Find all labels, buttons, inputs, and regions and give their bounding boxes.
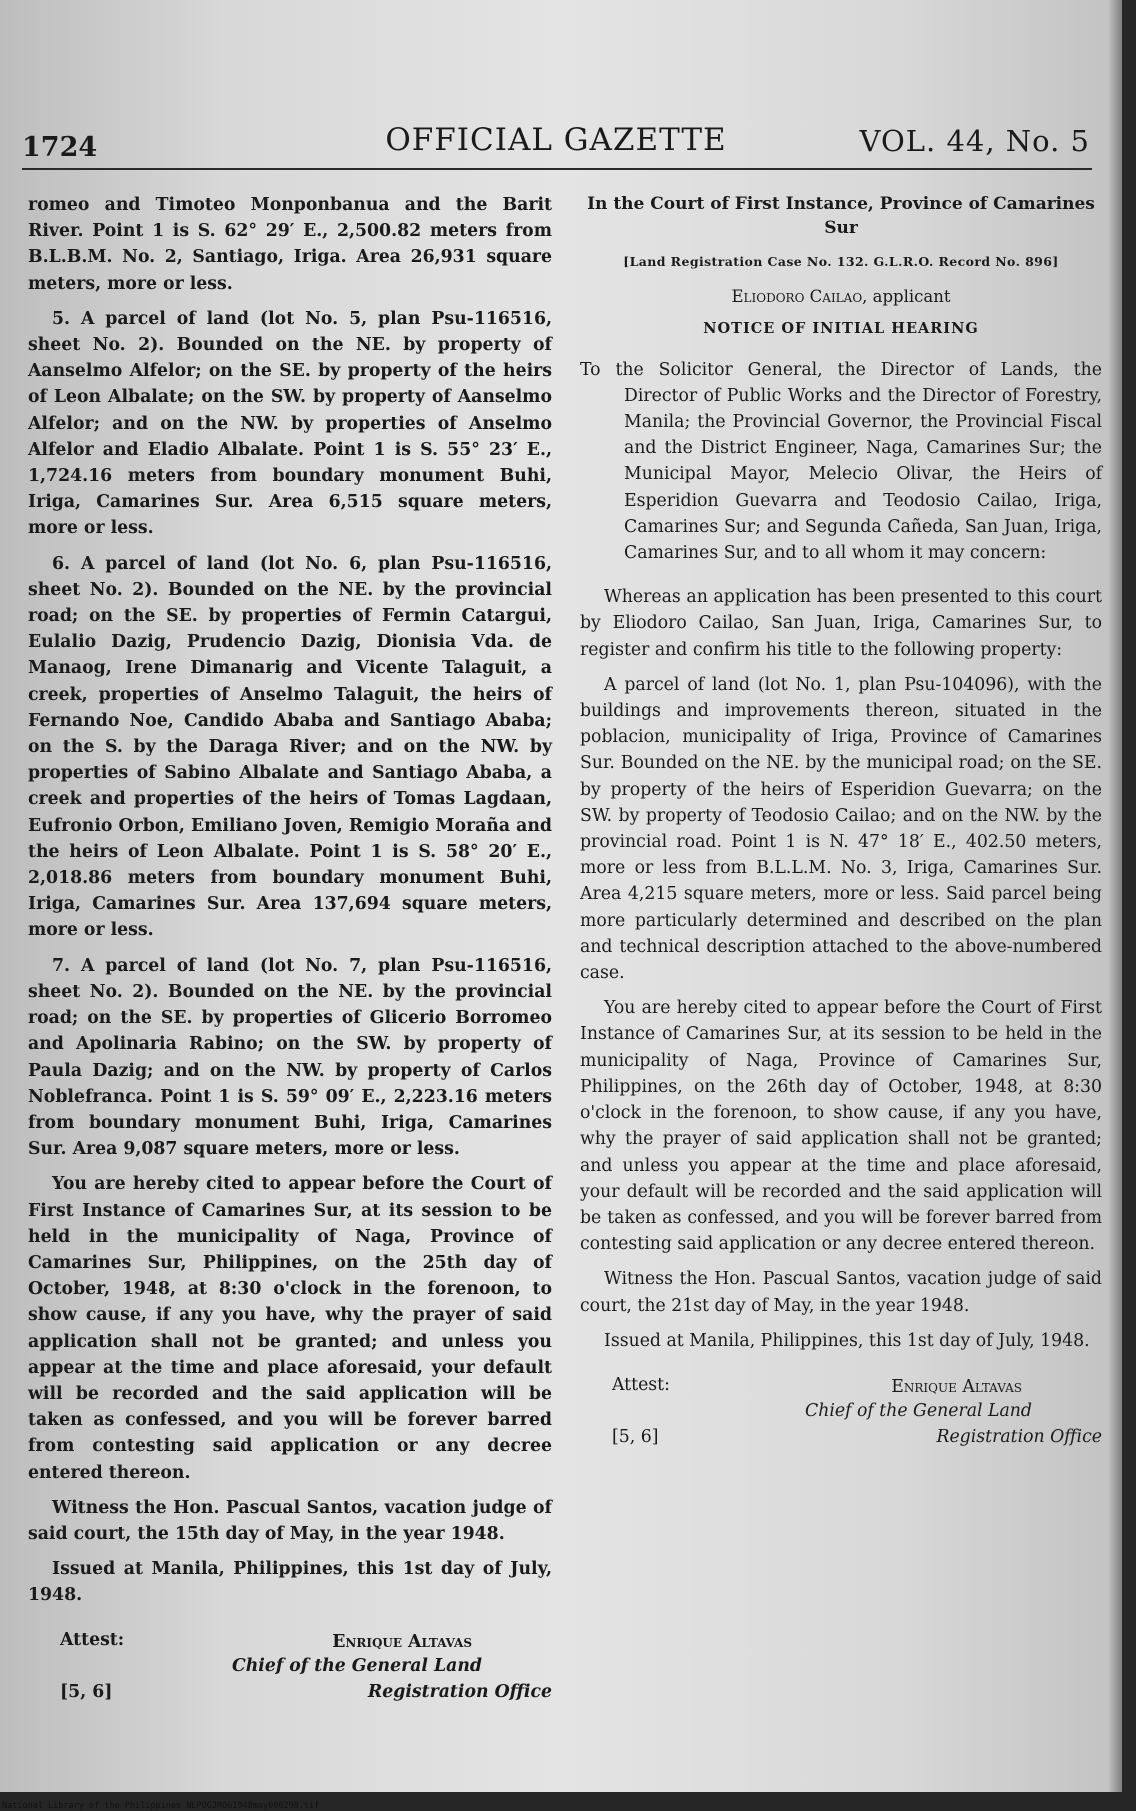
right-column bbox=[580, 192, 1102, 1458]
signer-title-line-1: Chief of the General Land bbox=[804, 1400, 1032, 1421]
parcel-7-paragraph: 7. A parcel of land (lot No. 7, plan Psu-116516, sheet No. 2). Bounded on the NE. by the provincial road; on the SE. by properties of Glicerio Borromeo and Apolinaria Rabino; on the SW. by property of Paula Dazig; and on the NW. by property of Carlos Noblefranca. Point 1 is S. 59° 09′ E., 2,223.16 meters from boundary monument Buhi, Iriga, Camarines Sur. Area 9,087 square meters, more or less. bbox=[28, 955, 552, 1160]
signer-title-line-1: Chief of the General Land bbox=[231, 1655, 482, 1676]
applicant-name: Eliodoro Cailao bbox=[731, 287, 863, 307]
scan-footer: National Library of the Philippines NLPOGJROG1948may000298.tif bbox=[2, 1801, 320, 1811]
left-column bbox=[28, 192, 552, 1713]
court-heading: In the Court of First Instance, Province of Camarines Sur bbox=[587, 194, 1095, 238]
header-rule bbox=[22, 168, 1092, 170]
issued-paragraph: Issued at Manila, Philippines, this 1st day of July, 1948. bbox=[604, 1330, 1090, 1351]
issue-reference: [5, 6] bbox=[612, 1426, 659, 1447]
case-reference: [Land Registration Case No. 132. G.L.R.O. Record No. 896] bbox=[623, 254, 1059, 269]
issue-reference: [5, 6] bbox=[60, 1681, 113, 1702]
continued-parcel-paragraph: romeo and Timoteo Monponbanua and the Barit River. Point 1 is S. 62° 29′ E., 2,500.82 meters from B.L.B.M. No. 2, Santiago, Iriga. Area 26,931 square meters, more or less. bbox=[28, 195, 552, 294]
applicant-line bbox=[580, 284, 1102, 310]
parcel-5-paragraph: 5. A parcel of land (lot No. 5, plan Psu-116516, sheet No. 2). Bounded on the NE. by property of Aanselmo Alfelor; on the SE. by property of the heirs of Leon Albalate; on the SW. by property of Aanselmo Alfelor; and on the NW. by properties of Anselmo Alfelor and Eladio Albalate. Point 1 is S. 55° 23′ E., 1,724.16 meters from boundary monument Buhi, Iriga, Camarines Sur. Area 6,515 square meters, more or less. bbox=[28, 308, 552, 539]
signature-block bbox=[580, 1372, 1102, 1458]
volume-number: VOL. 44, No. 5 bbox=[859, 124, 1090, 158]
citation-paragraph: You are hereby cited to appear before the Court of First Instance of Camarines Sur, at its session to be held in the municipality of Naga, Province of Camarines Sur, Philippines, on the 26th day of October, 1948, at 8:30 o'clock in the forenoon, to show cause, if any you have, why the prayer of said application shall not be granted; and unless you appear at the time and place aforesaid, your default will be recorded and the said application will be taken as confessed, and you will be forever barred from contesting said application or any decree entered thereon. bbox=[580, 998, 1102, 1255]
publication-title: OFFICIAL GAZETTE bbox=[385, 122, 727, 158]
page-header bbox=[22, 118, 1090, 166]
signer-title-line-2: Registration Office bbox=[367, 1681, 552, 1702]
witness-paragraph: Witness the Hon. Pascual Santos, vacation judge of said court, the 15th day of May, in the year 1948. bbox=[28, 1497, 552, 1544]
whereas-paragraph: Whereas an application has been presented to this court by Eliodoro Cailao, San Juan, Iriga, Camarines Sur, to register and confirm his title to the following property: bbox=[580, 587, 1102, 660]
parcel-paragraph: A parcel of land (lot No. 1, plan Psu-104096), with the buildings and improvements thereon, situated in the poblacion, municipality of Iriga, Province of Camarines Sur. Bounded on the NE. by the municipal road; on the SE. by property of the heirs of Esperidion Guevarra; on the SW. by property of Teodosio Cailao; and on the NW. by the provincial road. Point 1 is N. 47° 18′ E., 402.50 meters, more or less from B.L.L.M. No. 3, Iriga, Camarines Sur. Area 4,215 square meters, more or less. Said parcel being more particularly determined and described on the plan and technical description attached to the above-numbered case. bbox=[580, 674, 1102, 984]
citation-paragraph: You are hereby cited to appear before the Court of First Instance of Camarines Sur, at its session to be held in the municipality of Naga, Province of Camarines Sur, Philippines, on the 25th day of October, 1948, at 8:30 o'clock in the forenoon, to show cause, if any you have, why the prayer of said application shall not be granted; and unless you appear at the time and place aforesaid, your default will be recorded and the said application will be taken as confessed, and you will be forever barred from contesting said application or any decree entered thereon. bbox=[28, 1174, 552, 1483]
page-number: 1724 bbox=[22, 132, 98, 163]
signer-title-line-2: Registration Office bbox=[936, 1426, 1102, 1447]
notice-title: NOTICE OF INITIAL HEARING bbox=[703, 320, 979, 338]
attest-label: Attest: bbox=[60, 1629, 125, 1650]
attest-label: Attest: bbox=[612, 1374, 670, 1395]
address-paragraph: To the Solicitor General, the Director of Lands, the Director of Public Works and the Director of Forestry, Manila; the Provincial Governor, the Provincial Fiscal and the District Engineer, Naga, Camarines Sur; the Municipal Mayor, Melecio Olivar, the Heirs of Esperidion Guevarra and Teodosio Cailao, Iriga, Camarines Sur; and Segunda Cañeda, San Juan, Iriga, Camarines Sur, and to all whom it may concern: bbox=[580, 359, 1102, 564]
parcel-6-paragraph: 6. A parcel of land (lot No. 6, plan Psu-116516, sheet No. 2). Bounded on the NE. by the provincial road; on the SE. by properties of Fermin Catargui, Eulalio Dazig, Prudencio Dazig, Dionisia Vda. de Manaog, Irene Dimanarig and Vicente Talaguit, a creek, properties of Anselmo Talaguit, the heirs of Fernando Noe, Candido Ababa and Santiago Ababa; on the S. by the Daraga River; and on the NW. by properties of Sabino Albalate and Santiago Ababa, a creek and properties of the heirs of Tomas Lagdaan, Eufronio Orbon, Emiliano Joven, Remigio Moraña and the heirs of Leon Albalate. Point 1 is S. 58° 20′ E., 2,018.86 meters from boundary monument Buhi, Iriga, Camarines Sur. Area 137,694 square meters, more or less. bbox=[28, 553, 552, 941]
issued-paragraph: Issued at Manila, Philippines, this 1st day of July, 1948. bbox=[28, 1559, 552, 1606]
signer-name: Enrique Altavas bbox=[891, 1376, 1022, 1397]
signer-name: Enrique Altavas bbox=[332, 1631, 472, 1652]
applicant-suffix: , applicant bbox=[862, 287, 951, 307]
signature-block bbox=[28, 1627, 552, 1713]
witness-paragraph: Witness the Hon. Pascual Santos, vacation judge of said court, the 21st day of May, in the year 1948. bbox=[580, 1269, 1102, 1316]
